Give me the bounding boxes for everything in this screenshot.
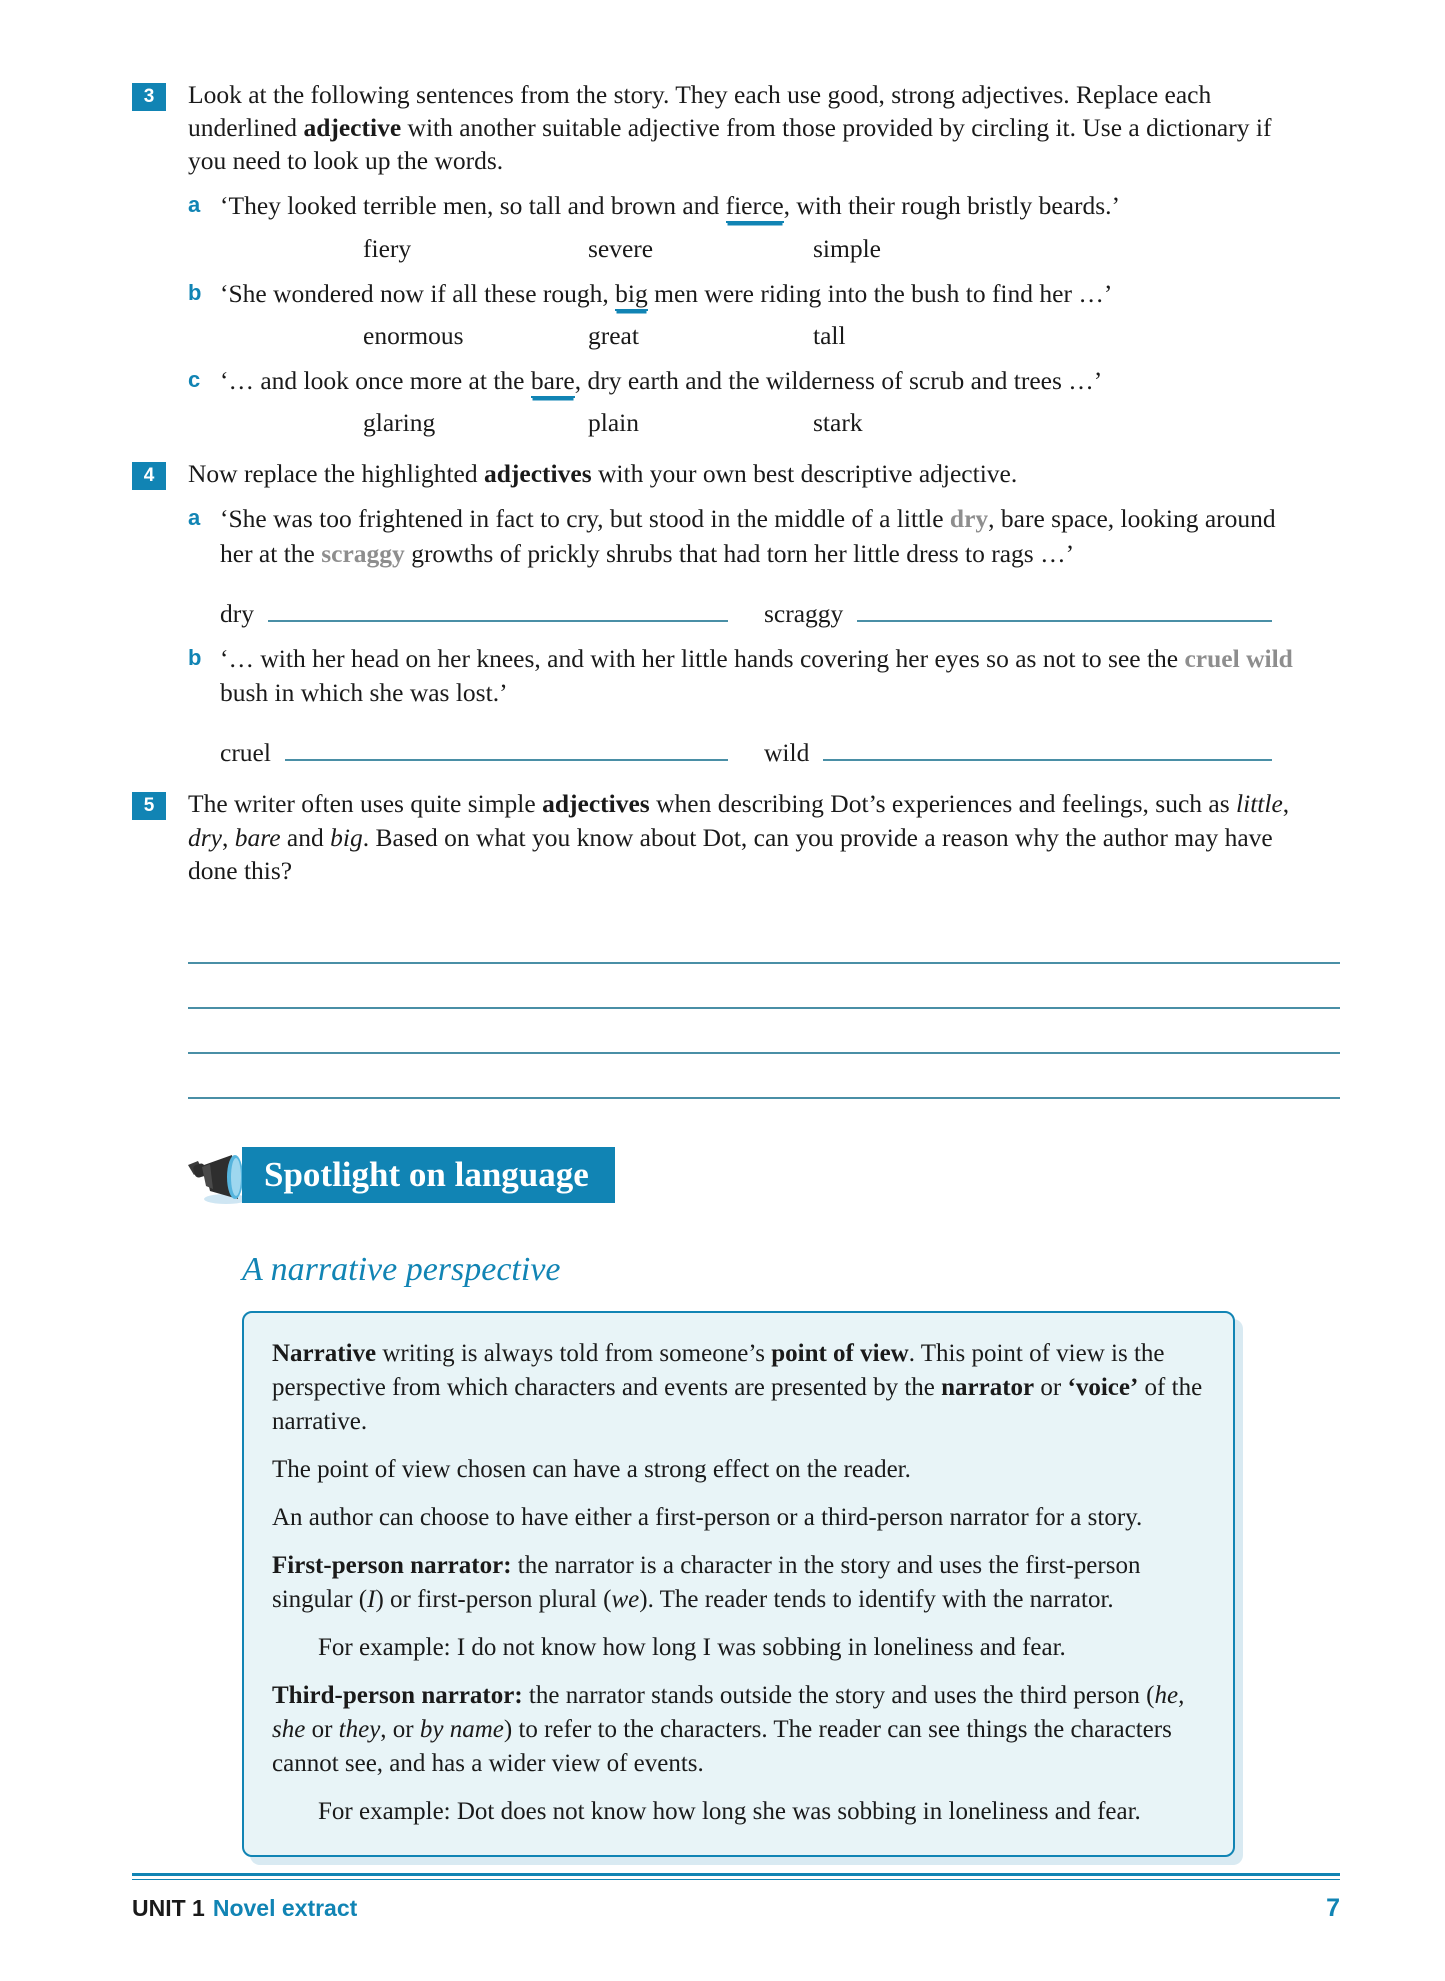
question-3-body xyxy=(188,78,1308,439)
info-paragraph-first-person xyxy=(272,1549,1203,1617)
narrative-info-box-wrapper xyxy=(242,1311,1235,1857)
answer-label: scraggy xyxy=(764,598,844,628)
third-person-example: For example: Dot does not know how long she was sobbing in loneliness and fear. xyxy=(318,1797,1141,1825)
q5-part3: . Based on what you know about Dot, can you provide a reason why the author may have done this? xyxy=(188,822,1273,885)
q3-prompt-part1: Look at the following sentences from the story. They each use good, strong adjectives. Replace each underlined xyxy=(188,80,1212,143)
sub-label-c: c xyxy=(188,367,201,393)
option-choice[interactable]: stark xyxy=(813,408,863,438)
q5-italic-little: little xyxy=(1236,789,1283,819)
option-choice[interactable]: fiery xyxy=(363,233,412,263)
answer-label: wild xyxy=(764,738,810,768)
q3a-after: , with their rough bristly beards.’ xyxy=(783,191,1121,221)
answer-pair-scraggy xyxy=(764,597,1308,630)
question-4-item-a xyxy=(188,502,1308,570)
answer-blank-line[interactable] xyxy=(857,602,1272,622)
sub-text-a xyxy=(220,189,1308,223)
question-3b-options xyxy=(188,319,1308,352)
q4a-seg1: ‘She was too frightened in fact to cry, but stood in the middle of a little xyxy=(220,504,950,534)
q5-bold: adjectives xyxy=(542,789,650,819)
first-person-text3: ). The reader tends to identify with the narrator. xyxy=(639,1585,1114,1613)
answer-blank-line[interactable] xyxy=(188,1054,1340,1099)
option-choice[interactable]: tall xyxy=(813,320,846,350)
q4a-highlight-1: dry xyxy=(949,504,989,534)
first-person-text2: ) or first-person plural ( xyxy=(375,1585,612,1613)
info-p1-bold-narrative: Narrative xyxy=(272,1339,377,1367)
q4-prompt-bold: adjectives xyxy=(484,459,592,489)
q3-prompt-part2: with another suitable adjective from those provided by circling it. Use a dictionary if you need to look up the words. xyxy=(188,113,1272,176)
info-p1-text2: . This point of view is the perspective from which characters and events are presented by the xyxy=(272,1339,1165,1401)
sub-text-b xyxy=(220,642,1308,710)
footer-divider-bottom xyxy=(132,1879,1340,1880)
info-p1-bold-pov: point of view xyxy=(771,1339,909,1367)
answer-label: dry xyxy=(220,598,254,628)
q5-italic-bare: bare xyxy=(234,822,281,852)
info-p1-text4: of the narrative. xyxy=(272,1373,1203,1435)
third-person-italic-they: they xyxy=(338,1715,381,1743)
answer-pair-cruel xyxy=(220,736,764,769)
info-p1-text1: writing is always told from someone’s xyxy=(376,1339,772,1367)
third-person-text2: or xyxy=(305,1715,339,1743)
footer-row xyxy=(132,1894,1340,1923)
sub-label-b: b xyxy=(188,279,202,305)
sub-label-a: a xyxy=(188,505,201,531)
question-5-answer-lines xyxy=(132,919,1340,1099)
first-person-example: For example: I do not know how long I was sobbing in loneliness and fear. xyxy=(318,1633,1066,1661)
first-person-italic-I: I xyxy=(367,1585,376,1613)
info-p1-bold-voice: ‘voice’ xyxy=(1067,1373,1139,1401)
answer-blank-line[interactable] xyxy=(188,919,1340,964)
third-person-label: Third-person narrator: xyxy=(272,1681,523,1709)
spacer xyxy=(132,769,1340,787)
question-4-body xyxy=(188,457,1308,769)
option-choice[interactable]: great xyxy=(588,320,639,350)
answer-blank-line[interactable] xyxy=(188,1009,1340,1054)
question-3-item-c xyxy=(188,364,1308,398)
q3c-underlined-adjective: bare xyxy=(531,366,575,398)
q4-prompt-part1: Now replace the highlighted xyxy=(188,459,484,489)
exercise-5 xyxy=(132,787,1340,886)
q3c-before: ‘… and look once more at the xyxy=(220,366,531,396)
spotlight-section-header xyxy=(132,1147,1340,1227)
sub-text-c xyxy=(220,364,1308,398)
info-p1-text3: or xyxy=(1034,1373,1068,1401)
answer-blank-line[interactable] xyxy=(823,741,1272,761)
section-subtitle: A narrative perspective xyxy=(242,1250,561,1288)
q4-prompt-part2: with your own best descriptive adjective. xyxy=(591,459,1018,489)
sub-text-b xyxy=(220,277,1308,311)
q5-part2: when describing Dot’s experiences and feelings, such as xyxy=(649,789,1237,819)
q4b-seg2: bush in which she was lost.’ xyxy=(220,678,508,708)
q3a-underlined-adjective: fierce xyxy=(726,191,784,223)
answer-blank-line[interactable] xyxy=(268,602,728,622)
q3c-after: , dry earth and the wilderness of scrub and trees …’ xyxy=(574,366,1103,396)
answer-pair-wild xyxy=(764,736,1308,769)
q5-part1: The writer often uses quite simple xyxy=(188,789,543,819)
info-paragraph-1 xyxy=(272,1337,1203,1439)
option-choice[interactable]: severe xyxy=(588,233,654,263)
info-paragraph-third-person xyxy=(272,1679,1203,1781)
q3a-before: ‘They looked terrible men, so tall and brown and xyxy=(220,191,726,221)
first-person-label: First-person narrator: xyxy=(272,1551,512,1579)
option-choice[interactable]: glaring xyxy=(363,408,436,438)
footer-unit-block xyxy=(132,1895,357,1922)
sub-text-a xyxy=(220,502,1308,570)
first-person-italic-we: we xyxy=(611,1585,640,1613)
question-3-item-a xyxy=(188,189,1308,223)
third-person-text4: ) to refer to the characters. The reader can see things the characters cannot see, and has a wider view of events. xyxy=(272,1715,1172,1777)
q5-sep1: , xyxy=(1282,789,1290,819)
q5-sep2: , xyxy=(222,822,235,852)
question-number-badge: 5 xyxy=(132,792,166,820)
first-person-text1: the narrator is a character in the story and uses the first-person singular ( xyxy=(272,1551,1141,1613)
footer-divider-top xyxy=(132,1873,1340,1876)
answer-pair-dry xyxy=(220,597,764,630)
third-person-italic-byname: by name xyxy=(419,1715,504,1743)
info-paragraph-2: The point of view chosen can have a strong effect on the reader. xyxy=(272,1455,911,1483)
q3b-after: men were riding into the bush to find her …’ xyxy=(647,278,1113,308)
q4a-highlight-2: scraggy xyxy=(321,538,405,568)
third-person-text1: the narrator stands outside the story and uses the third person ( xyxy=(522,1681,1155,1709)
third-person-italic-heshe: he, she xyxy=(272,1681,1185,1743)
q4b-seg1: ‘… with her head on her knees, and with her little hands covering her eyes so as not to see the xyxy=(220,643,1185,673)
third-person-text3: , or xyxy=(380,1715,420,1743)
narrative-info-box xyxy=(242,1311,1235,1857)
question-5-body xyxy=(188,787,1308,886)
question-3a-options xyxy=(188,232,1308,265)
answer-blank-line[interactable] xyxy=(285,741,728,761)
answer-blank-line[interactable] xyxy=(188,964,1340,1009)
sub-label-a: a xyxy=(188,192,201,218)
q5-italic-dry: dry xyxy=(188,822,222,852)
option-choice[interactable]: plain xyxy=(588,408,639,438)
exercise-4 xyxy=(132,457,1340,769)
q5-italic-big: big xyxy=(330,822,363,852)
exercise-3 xyxy=(132,78,1340,439)
q4b-highlight-1: cruel wild xyxy=(1184,643,1293,673)
option-choice[interactable]: enormous xyxy=(363,320,464,350)
info-paragraph-3: An author can choose to have either a first-person or a third-person narrator for a story. xyxy=(272,1503,1143,1531)
sub-label-b: b xyxy=(188,644,202,670)
page-number: 7 xyxy=(1326,1894,1340,1922)
q4a-seg3: growths of prickly shrubs that had torn her little dress to rags …’ xyxy=(404,538,1075,568)
q4a-seg2: , bare space, looking around her at the xyxy=(220,504,1276,568)
answer-label: cruel xyxy=(220,738,271,768)
question-number-badge: 3 xyxy=(132,83,166,111)
q3b-underlined-adjective: big xyxy=(615,279,648,311)
question-4a-answer-row xyxy=(188,597,1308,630)
spotlight-banner-title: Spotlight on language xyxy=(242,1147,615,1203)
question-4b-answer-row xyxy=(188,736,1308,769)
spacer xyxy=(132,439,1340,457)
q3b-before: ‘She wondered now if all these rough, xyxy=(220,278,616,308)
question-3-item-b xyxy=(188,277,1308,311)
question-number-badge: 4 xyxy=(132,462,166,490)
option-choice[interactable]: simple xyxy=(813,233,881,263)
q3-prompt-bold: adjective xyxy=(303,113,402,143)
q5-sep3: and xyxy=(280,822,331,852)
question-4-item-b xyxy=(188,642,1308,710)
footer-topic-label: Novel extract xyxy=(212,1895,358,1921)
page-footer xyxy=(132,1873,1340,1923)
footer-unit-label: UNIT 1 xyxy=(132,1895,205,1921)
question-3c-options xyxy=(188,406,1308,439)
info-p1-bold-narrator: narrator xyxy=(941,1373,1035,1401)
